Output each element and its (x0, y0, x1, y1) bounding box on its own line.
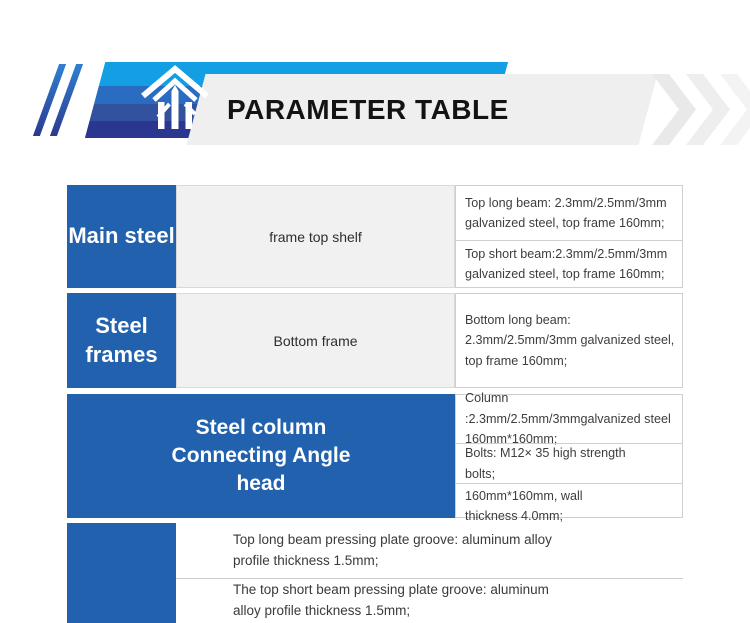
row-label-empty (67, 523, 176, 623)
spec-cell (456, 186, 682, 240)
spec-block-steel-frames (455, 293, 683, 388)
spec-block-main-steel (455, 185, 683, 288)
row-label-steel-column (67, 394, 455, 518)
diagonal-stripe (33, 64, 66, 136)
spec-block-pressing-plate (176, 523, 683, 623)
spec-cell (456, 294, 682, 387)
row-label-steel-frames: Steel frames (67, 293, 176, 388)
spec-text: 160mm*160mm, wall thickness 4.0mm; (465, 489, 583, 524)
house-building-logo-icon (138, 64, 212, 132)
row-label-text: Steel column Connecting Angle head (171, 416, 351, 495)
spec-text: Bottom long beam: 2.3mm/2.5mm/3mm galvanized steel, top frame 160mm; (465, 312, 675, 368)
spec-text: Top long beam pressing plate groove: aluminum alloy profile thickness 1.5mm; (233, 531, 552, 568)
item-cell-frame-top-shelf: frame top shelf (176, 185, 455, 288)
spec-cell (456, 391, 682, 447)
spec-text: The top short beam pressing plate groove: aluminum alloy profile thickness 1.5mm; (233, 582, 549, 618)
spec-cell (176, 578, 683, 623)
spec-text: Top short beam:2.3mm/2.5mm/3mm galvanized steel, top frame 160mm; (465, 246, 668, 281)
chevron-right-icon (652, 74, 750, 150)
row-label-main-steel: Main steel (67, 185, 176, 288)
spec-cell (456, 443, 682, 483)
spec-cell (456, 483, 682, 529)
item-cell-bottom-frame: Bottom frame (176, 293, 455, 388)
spec-text: Bolts: M12× 35 high strength bolts; (465, 446, 626, 481)
spec-block-steel-column (455, 391, 683, 524)
spec-cell (176, 523, 683, 578)
spec-cell (456, 240, 682, 287)
spec-text: Column :2.3mm/2.5mm/3mmgalvanized steel 160mm*160mm; (465, 391, 671, 447)
spec-text: Top long beam: 2.3mm/2.5mm/3mm galvanized steel, top frame 160mm; (465, 195, 667, 230)
page-title: PARAMETER TABLE (227, 93, 509, 125)
